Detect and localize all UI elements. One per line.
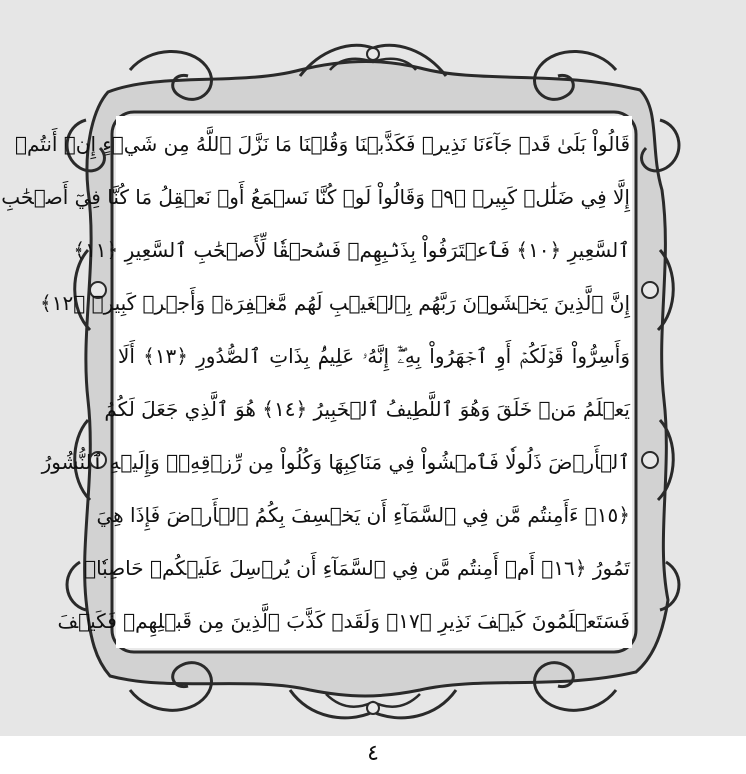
page-number: ٤ [367, 741, 379, 766]
verse-line: إِلَّا فِي ضَلَٰلٖ كَبِيرٖ ﴿٩﴾ وَقَالُواْ لَوۡ كُنَّا نَسۡمَعُ أَوۡ نَعۡقِلُ مَا كُنَّا فِيٓ أَصۡحَٰبِ [1, 185, 630, 209]
verse-line: ٱلسَّعِيرِ ﴿١٠﴾ فَٱعۡتَرَفُواْ بِذَنۢبِهِمۡ فَسُحۡقٗا لِّأَصۡحَٰبِ ٱلسَّعِيرِ ﴿١١﴾ [73, 238, 630, 262]
verse-line: ﴿١٥﴾ ءَأَمِنتُم مَّن فِي ٱلسَّمَآءِ أَن يَخۡسِفَ بِكُمُ ٱلۡأَرۡضَ فَإِذَا هِيَ [96, 503, 630, 527]
verse-line: فَسَتَعۡلَمُونَ كَيۡفَ نَذِيرِ ﴿١٧﴾ وَلَقَدۡ كَذَّبَ ٱلَّذِينَ مِن قَبۡلِهِمۡ فَكَيۡفَ [57, 609, 630, 633]
verse-line: قَالُواْ بَلَىٰ قَدۡ جَآءَنَا نَذِيرٞ فَكَذَّبۡنَا وَقُلۡنَا مَا نَزَّلَ ٱللَّهُ مِن شَيۡءٍ إِنۡ أَنتُمۡ [14, 132, 630, 156]
verse-line: وَأَسِرُّواْ قَوۡلَكُمۡ أَوِ ٱجۡهَرُواْ بِهِۦٓۖ إِنَّهُۥ عَلِيمُۢ بِذَاتِ ٱلصُّدُورِ ﴿١٣﴾ أَلَا [118, 344, 630, 368]
verse-line: ٱلۡأَرۡضَ ذَلُولٗا فَٱمۡشُواْ فِي مَنَاكِبِهَا وَكُلُواْ مِن رِّزۡقِهِۦۖ وَإِلَيۡهِ ٱلنُّشُورُ [41, 450, 630, 474]
verse-line: تَمُورُ ﴿١٦﴾ أَمۡ أَمِنتُم مَّن فِي ٱلسَّمَآءِ أَن يُرۡسِلَ عَلَيۡكُمۡ حَاصِبٗاۖ [84, 556, 630, 580]
verse-line: إِنَّ ٱلَّذِينَ يَخۡشَوۡنَ رَبَّهُم بِٱلۡغَيۡبِ لَهُم مَّغۡفِرَةٞ وَأَجۡرٞ كَبِيرٞ ﴿١٢﴾ [40, 291, 630, 315]
verse-text-block [1, 118, 630, 638]
verse-line: يَعۡلَمُ مَنۡ خَلَقَ وَهُوَ ٱللَّطِيفُ ٱلۡخَبِيرُ ﴿١٤﴾ هُوَ ٱلَّذِي جَعَلَ لَكُمُ [104, 397, 630, 421]
